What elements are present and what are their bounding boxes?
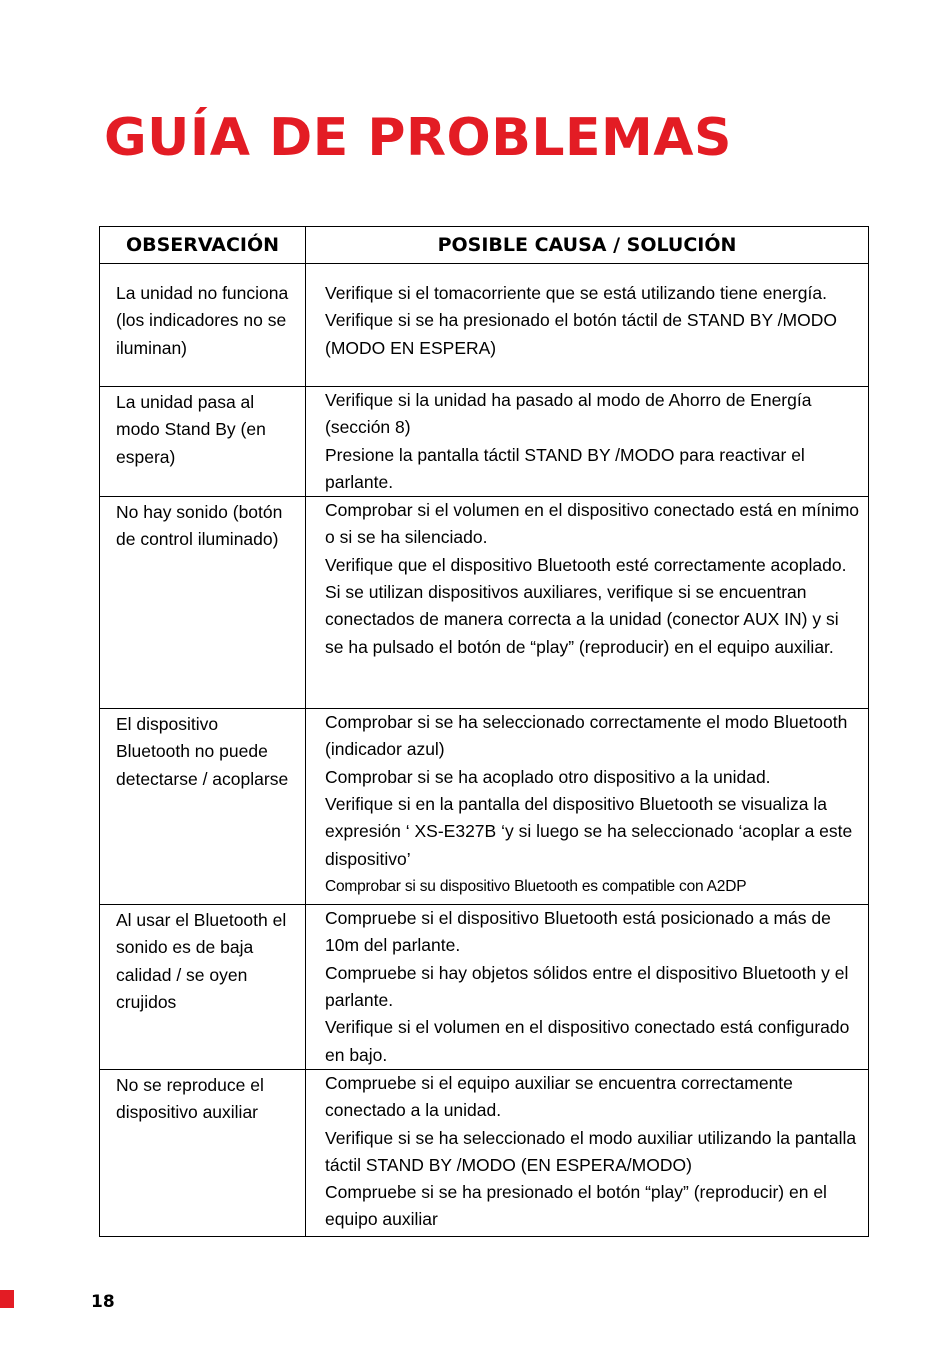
table-row (100, 709, 869, 905)
solution-text: Comprobar si se ha seleccionado correctamente el modo Bluetooth (indicador azul) (325, 712, 848, 760)
solution-cell (306, 709, 869, 905)
solution-text: Verifique si la unidad ha pasado al modo de Ahorro de Energía (sección 8) (325, 390, 812, 438)
solution-text: Compruebe si el dispositivo Bluetooth está posicionado a más de 10m del parlante. (325, 908, 831, 956)
table-header-row (100, 227, 869, 264)
solution-text: Verifique si el volumen en el dispositivo conectado está configurado en bajo. (325, 1017, 850, 1065)
observation-cell: La unidad pasa al modo Stand By (en espera) (100, 387, 306, 497)
solution-text: Comprobar si su dispositivo Bluetooth es compatible con A2DP (325, 877, 747, 895)
observation-cell: No hay sonido (botón de control iluminado) (100, 497, 306, 709)
solution-text: Presione la pantalla táctil STAND BY /MODO para reactivar el parlante. (325, 444, 805, 492)
solution-cell (306, 1069, 869, 1236)
page-marker (0, 1290, 14, 1308)
solution-text: Compruebe si hay objetos sólidos entre el dispositivo Bluetooth y el parlante. (325, 962, 849, 1011)
observation-cell: La unidad no funciona (los indicadores no se iluminan) (100, 264, 306, 387)
solution-text: Si se utilizan dispositivos auxiliares, verifique si se encuentran conectados de manera correcta a la unidad (conector AUX IN) y si se ha pulsado el botón de “play” (reproducir) en el equipo auxiliar. (325, 582, 839, 657)
solution-cell (306, 264, 869, 387)
table-row (100, 264, 869, 387)
table-row (100, 1069, 869, 1236)
solution-text: Verifique si se ha presionado el botón táctil de STAND BY /MODO (MODO EN ESPERA) (325, 310, 837, 358)
solution-text: Compruebe si se ha presionado el botón “play” (reproducir) en el equipo auxiliar (325, 1182, 827, 1230)
header-observation: OBSERVACIÓN (100, 227, 306, 264)
solution-text: Verifique si se ha seleccionado el modo auxiliar utilizando la pantalla táctil STAND BY /MODO (EN ESPERA/MODO) (325, 1127, 857, 1175)
solution-text: Compruebe si el equipo auxiliar se encuentra correctamente conectado a la unidad. (325, 1072, 793, 1121)
observation-cell: Al usar el Bluetooth el sonido es de baja calidad / se oyen crujidos (100, 905, 306, 1070)
solution-cell (306, 497, 869, 709)
page-title: GUÍA DE PROBLEMAS (104, 108, 732, 168)
solution-text: Verifique si en la pantalla del dispositivo Bluetooth se visualiza la expresión ‘ XS-E327B ‘y si luego se ha seleccionado ‘acoplar a este dispositivo’ (325, 794, 853, 869)
observation-cell: No se reproduce el dispositivo auxiliar (100, 1069, 306, 1236)
troubleshooting-table (99, 226, 869, 1237)
solution-text: Comprobar si el volumen en el dispositivo conectado está en mínimo o si se ha silenciado. (325, 500, 860, 548)
table-row (100, 497, 869, 709)
observation-cell: El dispositivo Bluetooth no puede detectarse / acoplarse (100, 709, 306, 905)
solution-text: Comprobar si se ha acoplado otro dispositivo a la unidad. (325, 766, 771, 787)
page-number: 18 (91, 1292, 115, 1312)
header-cause-solution: POSIBLE CAUSA / SOLUCIÓN (306, 227, 869, 264)
solution-text: Verifique si el tomacorriente que se está utilizando tiene energía. (325, 283, 827, 303)
table-row (100, 905, 869, 1070)
solution-text: Verifique que el dispositivo Bluetooth esté correctamente acoplado. (325, 554, 847, 575)
solution-cell (306, 905, 869, 1070)
table-row (100, 387, 869, 497)
solution-cell (306, 387, 869, 497)
